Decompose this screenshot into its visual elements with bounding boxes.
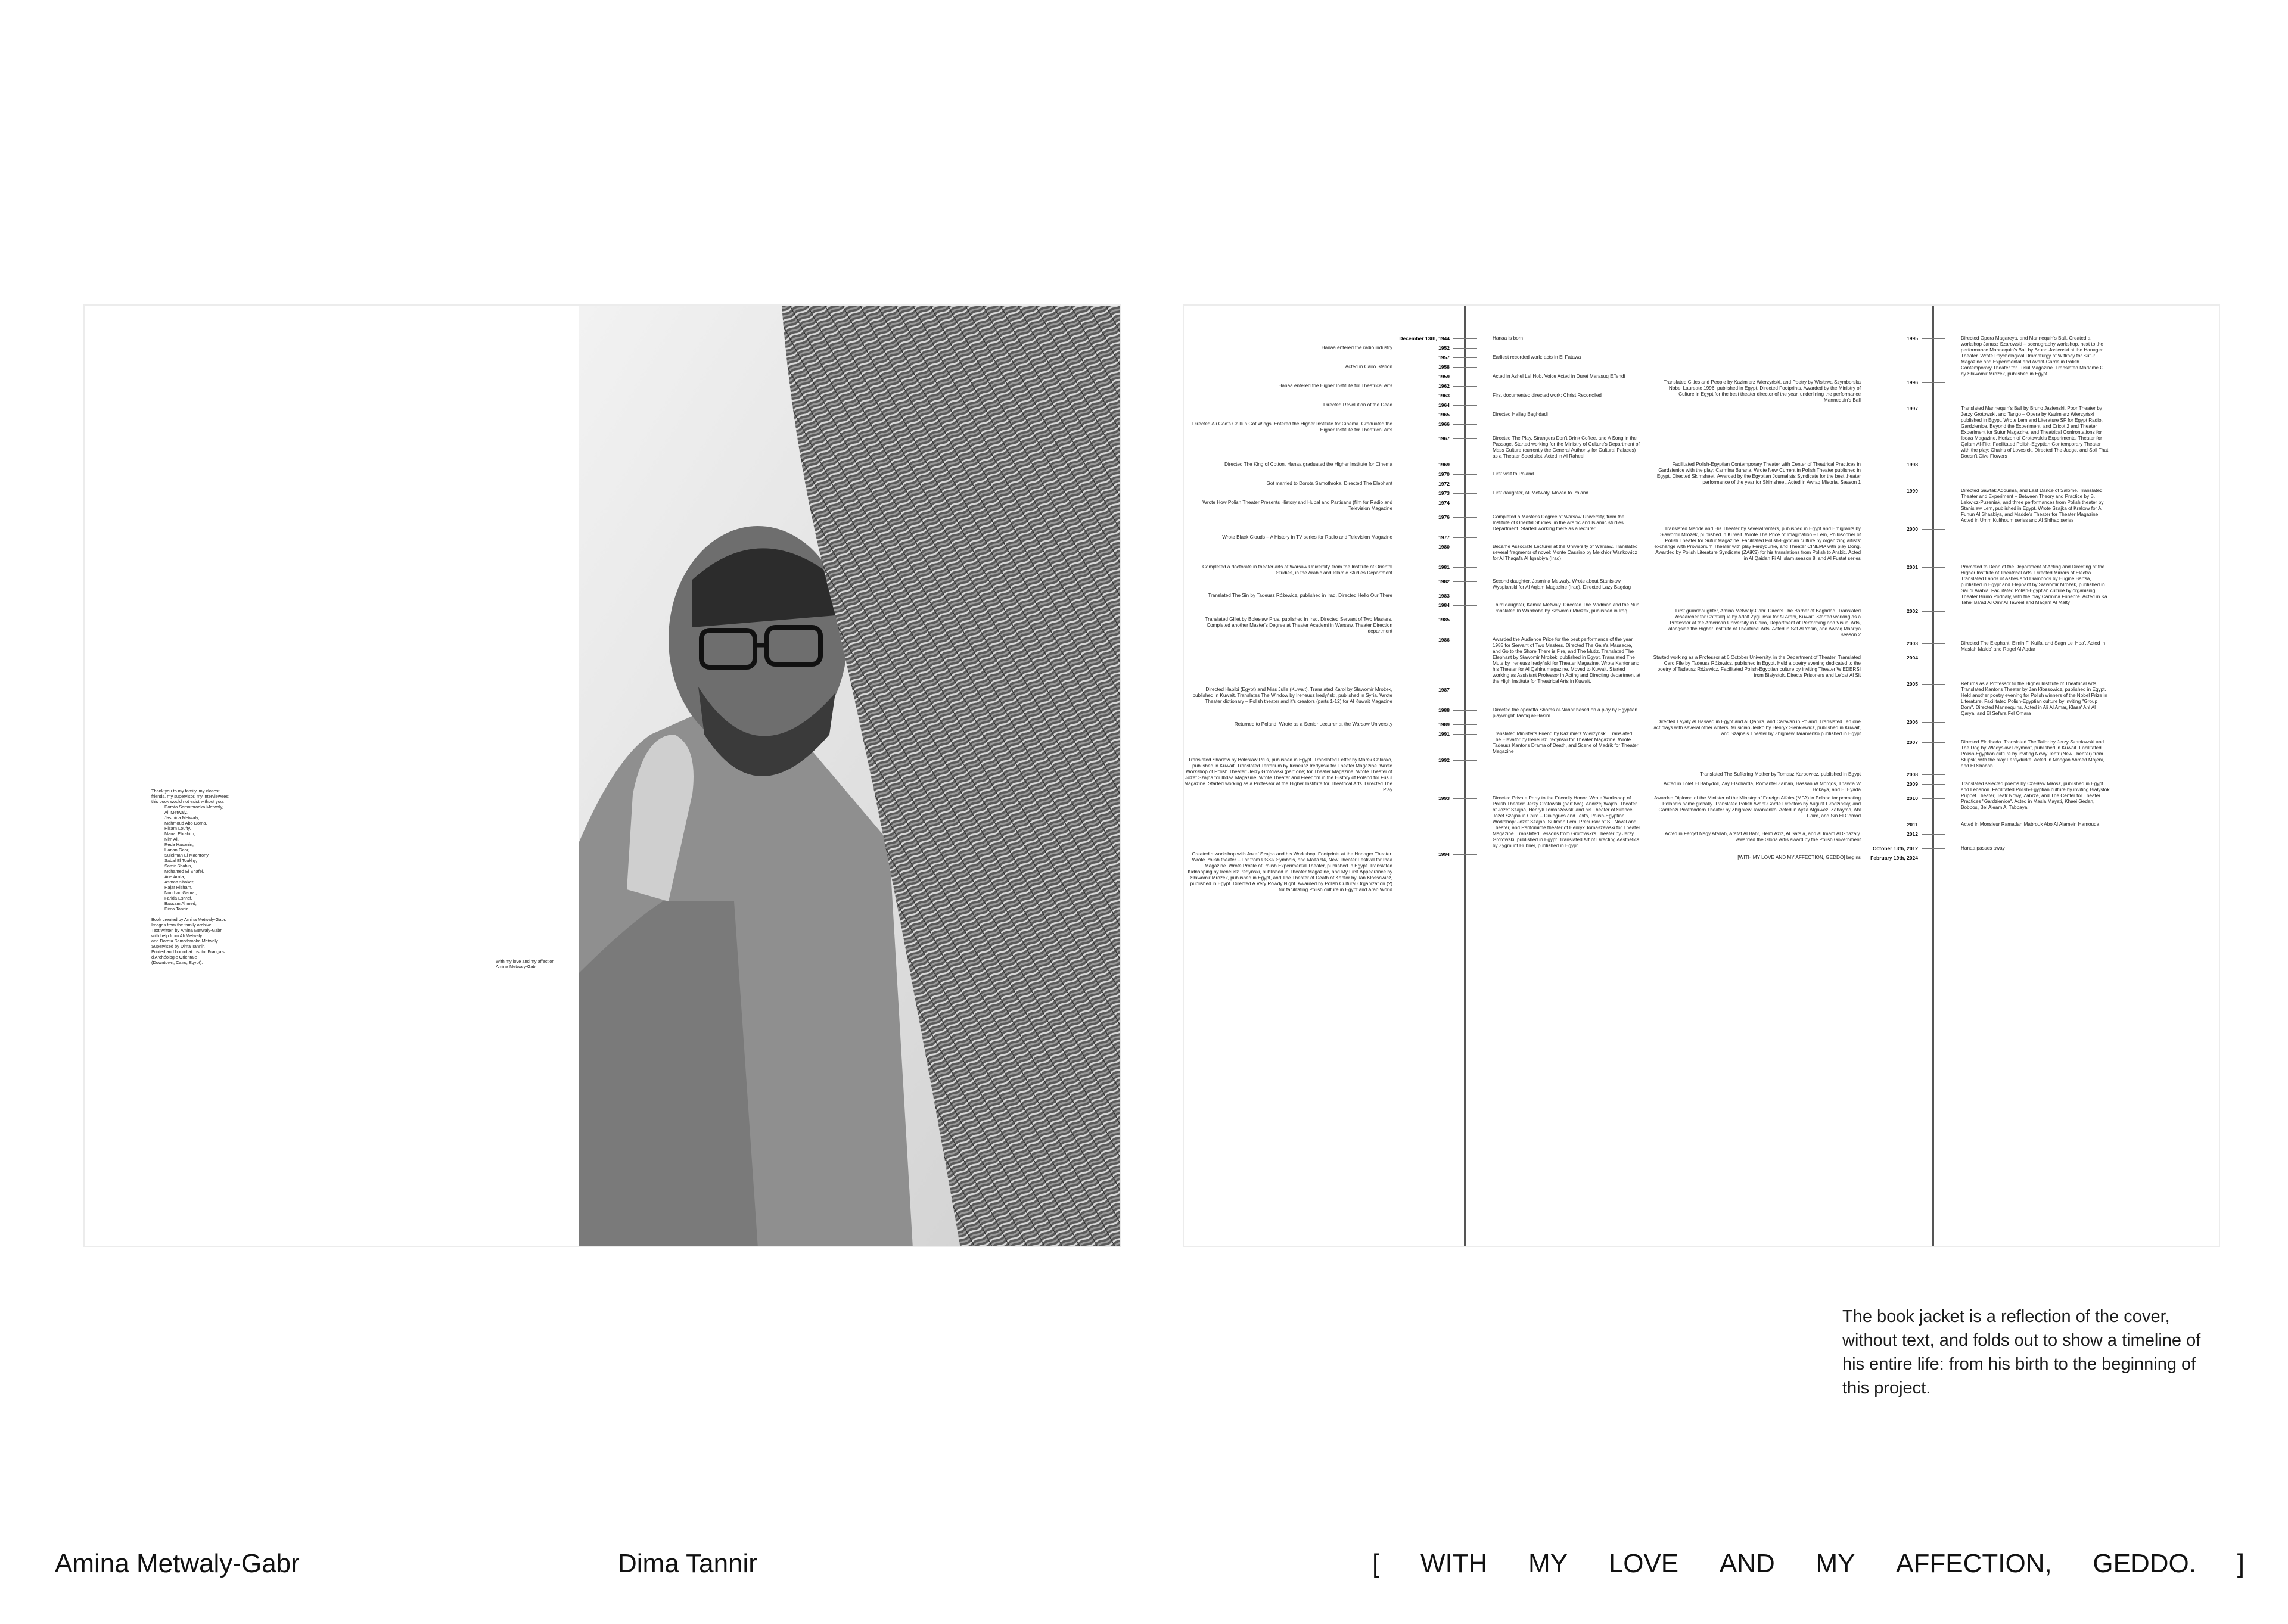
text-line: Bassam Ahmed, — [164, 901, 197, 906]
project-title — [1372, 1549, 2245, 1579]
timeline-entry — [1652, 526, 2212, 562]
timeline-year: 1972 — [1438, 481, 1450, 487]
text-line: Supervised by Dima Tannir. — [151, 944, 205, 949]
timeline-year: 1957 — [1438, 354, 1450, 360]
timeline-left-text: Translated Madde and His Theater by several writers, published in Egypt and Emigrants by Sławomir Mrożek, published in Kuwait. Wrote The Price of Imagination – Lem, Philosopher of Polish Theater for Sutur Magazine. Facilitated Polish-Egyptian culture by organizing artists' exchange with Provisorium Theater with play Ferdydurke, and Theater CINEMA with play Dong. Awarded by Polish Literature Syndicate (ZAiKS) for his translations from Polish to Arabic. Acted in Al Qaidah Fi Al Islam season 8, and Al Fustat series — [1654, 526, 1861, 561]
timeline-year: 1963 — [1438, 393, 1450, 399]
timeline-entry — [1652, 608, 2212, 638]
timeline-left-text: Acted in Ferqet Nagy Atallah, Arafat Al Bahr, Helm Aziz, Al Safaia, and Al Imam Al Ghazaly. Awarded the Gloria Artis award by the Polish Government — [1665, 831, 1861, 842]
timeline-right-text: Completed a Master's Degree at Warsaw University, from the Institute of Oriental Studies, in the Arabic and Islamic studies Department. Started working there as a lecturer — [1493, 514, 1625, 531]
timeline-right-text: Acted in Monsieur Ramadan Mabrouk Abo Al Alamein Hamouda — [1961, 822, 2100, 827]
timeline-year: October 13th, 2012 — [1872, 845, 1918, 851]
title-word: GEDDO. — [2093, 1549, 2196, 1578]
timeline-year: 1989 — [1438, 721, 1450, 727]
timeline-year: 1984 — [1438, 602, 1450, 608]
timeline-year: 1952 — [1438, 345, 1450, 351]
timeline-year: 1964 — [1438, 402, 1450, 408]
timeline-tick — [1453, 424, 1477, 425]
colophon-text — [151, 917, 288, 965]
timeline-entry — [1652, 822, 2212, 829]
timeline-tick — [1453, 734, 1477, 735]
timeline-spread — [1183, 304, 2220, 1247]
timeline-tick — [1453, 493, 1477, 494]
timeline-year: 2008 — [1907, 771, 1918, 777]
text-line: Samir Shahin, — [164, 863, 192, 869]
timeline-tick — [1922, 798, 1945, 799]
timeline-year: 2000 — [1907, 526, 1918, 532]
timeline-year: 1980 — [1438, 544, 1450, 550]
timeline-year: 1986 — [1438, 637, 1450, 643]
timeline-year: 2002 — [1907, 608, 1918, 614]
timeline-tick — [1453, 710, 1477, 711]
timeline-year: 1973 — [1438, 490, 1450, 496]
timeline-year: 2010 — [1907, 795, 1918, 801]
title-word: WITH — [1420, 1549, 1488, 1578]
timeline-entry — [1652, 795, 2212, 819]
timeline-left-text: Translated Cities and People by Kazimierz Wierzyński, and Poetry by Wisława Szymborska Nobel Laureate 1996, published in Egypt. Directed Footprints. Awarded by the Ministry of Culture in Egypt for the best theater director of the year, underlining the performance Mannequin's Ball — [1664, 379, 1861, 403]
timeline-year: 2005 — [1907, 681, 1918, 687]
timeline-right-text: Directed Private Party to the Friendly Honor. Wrote Workshop of Polish Theater: Jerzy Grotowski (part two), Andrzej Wajda, Theater of Jozef Szajna, Henryk Tomaszewski and his Theater of Silence, Jozef Szajna in Cairo – Dialogues and Texts, Polish-Egyptian Workshop: Jozef Szajna, Sulimán Lem, Precursor of SF Novel and Theater, and Pantomime theater of Henryk Tomaszewski for Theater Magazine. Translated Lessons from Grotowski's Theater by Jerzy Grotowski, published in Egypt. Translated Art of Directing Aesthetics by Zygmunt Hubner, published in Egypt. — [1493, 795, 1640, 848]
book-cover-spread — [83, 304, 1121, 1247]
timeline-tick — [1453, 348, 1477, 349]
text-line: Thank you to my family, my closest — [151, 788, 220, 794]
text-line: Asmaa Shaker, — [164, 879, 195, 885]
text-line: Hanan Gabr, — [164, 847, 189, 853]
timeline-left-text: Wrote Black Clouds – A History in TV series for Radio and Television Magazine — [1222, 534, 1392, 540]
timeline-right-text: Translated selected poems by Czesław Miłosz, published in Egypt and Lebanon. Facilitated Polish-Egyptian culture by inviting Białystok Puppet Theater, Teatr Nowy, Zabrze, and The Center for Theater Practices "Gardzienice". Acted in Masla Mayati, Khaei Gedan, Bobbos, Bel Aleam Al Tabbaya. — [1961, 781, 2110, 810]
timeline-left-text: Acted in Cairo Station — [1345, 364, 1392, 369]
text-line: Dima Tannir. — [164, 906, 189, 911]
text-line: Images from the family archive. — [151, 922, 213, 928]
text-line: Nourhan Gamal, — [164, 890, 197, 895]
timeline-entry — [1652, 462, 2212, 486]
timeline-right-text: Translated Minister's Friend by Kazimierz Wierzyński. Translated The Elevator by Ireneusz Iredyński for Theater Magazine. Wrote Tadeusz Kantor's Drama of Death, and Scene of Madrik for Theater Magazine — [1493, 731, 1639, 754]
timeline-entry — [1652, 335, 2212, 377]
timeline-tick — [1922, 567, 1945, 568]
timeline-tick — [1922, 338, 1945, 339]
text-line: Nim Ali, — [164, 836, 180, 842]
timeline-year: 1959 — [1438, 374, 1450, 379]
timeline-year: 2006 — [1907, 719, 1918, 725]
timeline-right-text: Became Associate Lecturer at the University of Warsaw. Translated several fragments of novel: Monte Cassino by Melchior Wankowicz for Al Thaqafa Al Iqnabiya (Iraq) — [1493, 544, 1638, 561]
timeline-right-text: Promoted to Dean of the Department of Acting and Directing at the Higher Institute of Theatrical Arts. Directed Mirrors of Electra. Translated Lands of Ashes and Diamonds by Eugine Bartsa, published in Egypt and Elephant by Sławomir Mrożek, published in Saudi Arabia. Facilitated Polish-Egyptian culture by organising Theater Bruno Podnaly, with the play Carmina Funebre. Acted in Ka Tahel Ba'ad Al Omr Al Taweel and Maqam Al Malty — [1961, 564, 2107, 605]
timeline-tick — [1453, 798, 1477, 799]
timeline-tick — [1922, 611, 1945, 612]
text-line: d'Archéologie Orientale — [151, 954, 197, 960]
timeline-right-text: Directed The Elephant, Elmin Fi Kuffa, and Sagn Lel Hoa'. Acted in Maslah Malob' and Ragel Al Aqdar — [1961, 640, 2106, 652]
timeline-entry — [1652, 771, 2212, 779]
timeline-entry — [1652, 681, 2212, 717]
text-line: friends, my supervisor, my interviewees; — [151, 794, 230, 799]
timeline-left-text: Directed Habibi (Egypt) and Miss Julie (Kuwait). Translated Karol by Sławomir Mrożek, published in Kuwait. Translates The Window by Ireneusz Iredyński, published in Syria. Wrote Theater dictionary – Polish theater and it's creators (parts 1-12) for Al Kuwait Magazine — [1192, 687, 1392, 704]
timeline-left-text: Hanaa entered the radio industry — [1321, 345, 1392, 350]
timeline-right-text: Directed Sawfak Addumia, and Last Dance of Salome. Translated Theater and Experiment – Between Theory and Practice by B. Lelovicz-Puzeniak, and three performances from Polish theater by Stanislaw Lem, published in Egypt. Wrote Szajka of Krakow for Al Funun Al Shaabiya, and Madde's Theater for Theater Magazine. Acted in Umm Kulthoum series and Al Shihab series — [1961, 488, 2104, 523]
timeline-tick — [1453, 338, 1477, 339]
timeline-year: December 13th, 1944 — [1399, 335, 1450, 341]
timeline-tick — [1453, 438, 1477, 439]
timeline-left-text: Translated Glilet by Bolesław Prus, published in Iraq. Directed Servant of Two Masters. Completed another Master's Degree at Theater Academi in Warsaw, Theater Direction department — [1205, 617, 1392, 634]
timeline-column-2 — [1652, 335, 2212, 864]
timeline-right-text: Awarded the Audience Prize for the best performance of the year 1985 for Servant of Two Masters. Directed The Gala's Massacre, and Go to the Shore There is Fire, and The Mutiz. Translated The Elephant by Sławomir Mrożek, published in Egypt. Translated The Mute by Ireneusz Iredyński for Theater Magazine. Wrote Kantor and his Theater for Al Qahira magazine. Moved to Kuwait. Started working as Assistant Professor in Acting and Directing department at the High Institute for Theatrical Arts in Kuwait. — [1493, 637, 1641, 684]
timeline-entry — [1652, 488, 2212, 524]
timeline-left-text: Directed Revolution of the Dead — [1323, 402, 1392, 407]
timeline-tick — [1453, 760, 1477, 761]
timeline-tick — [1922, 784, 1945, 785]
timeline-year: 1993 — [1438, 795, 1450, 801]
timeline-left-text: Translated Shadow by Bolesław Prus, published in Egypt. Translated Letter by Marek Chłasko, published in Kuwait. Translated Terrarium by Ireneusz Iredyński for Theater Magazine. Wrote Workshop of Polish Theater: Jerzy Grotowski (part one) for Theater Magazine. Wrote Theater of Jozef Szajna for Ibdaa Magazine. Wrote Theater and Freedom in the History of Poland for Fusul Magazine. Started working as a Professor at the Higher Institute for Theatrical Arts. Directed The Play — [1184, 757, 1392, 792]
timeline-left-text: Directed The King of Cotton. Hanaa graduated the Higher Institute for Cinema — [1224, 462, 1392, 467]
author-name: Amina Metwaly-Gabr — [55, 1549, 300, 1578]
timeline-right-text: Translated Mannequin's Ball by Bruno Jasienski, Poor Theater by Jerzy Grotowski, and Tango – Opera by Kazimierz Wierzyński published in Egypt. Wrote Lem and Literature SF for Egypt Radio, Gardzienice. Beyond the Experiment, and Cricot 2 and Theater Experiment for Sutur Magazine, and Theatrical Confrontations for Ibdaa Magazine, Horizon of Grotowski's Experimental Theater for Qalam Al-Fikr. Facilitated Polish-Egyptian Contemporary Theater with the play: Chains of Lovesick. Directed The Judge, and Soil That Doesn't Give Flowers — [1961, 406, 2109, 459]
timeline-entry — [1652, 831, 2212, 843]
timeline-right-text: Directed Elndbada. Translated The Tailor by Jerzy Szaniawski and The Dog by Władysław Reymont, published in Kuwait. Facilitated Polish-Egyptian culture by inviting Nowy Teatr (New Theater) from Słupsk, with the play Ferdydurke. Acted in Mongan Ahmed Mojeni, and El Shabah — [1961, 739, 2104, 769]
text-line: Suleiman El Machrony, — [164, 853, 210, 858]
timeline-year: 1970 — [1438, 471, 1450, 477]
timeline-year: 1998 — [1907, 462, 1918, 468]
timeline-left-text: Got married to Dorota Samothroka. Directed The Elephant — [1266, 481, 1392, 486]
timeline-left-text: Started working as a Professor at 6 October University, in the Department of Theater. Translated Card File by Tadeusz Różewicz, published in Egypt. Held a poetry evening dedicated to the poetry of Tadeusz Różewicz. Facilitated Polish-Egyptian culture by inviting Theater WIEDERSI from Białystok. Directs Prisoners and Le'bat Al Sit — [1653, 655, 1861, 678]
timeline-left-text: Wrote How Polish Theater Presents History and Hubal and Partisans (film for Radio and Television Magazine — [1202, 500, 1392, 511]
timeline-entry — [1652, 739, 2212, 769]
timeline-tick — [1453, 581, 1477, 582]
timeline-year: 1994 — [1438, 851, 1450, 857]
text-line: this book would not exist without you: — [151, 799, 225, 804]
timeline-entry — [1652, 379, 2212, 403]
timeline-left-text: Awarded Diploma of the Minister of the Ministry of Foreign Affairs (MFA) in Poland for promoting Poland's name globally. Translated Polish Avant-Garde Directors by August Grodzinsky, and Gardenzi Postmodern Theater by Zbigniew Taranienko. Acted in Ayza Atgawez, Zahayma, Ahl Cairo, and Sin El Gomod — [1654, 795, 1861, 819]
text-line: Sabal El Toukhy, — [164, 858, 197, 863]
caption-text: The book jacket is a reflection of the cover, without text, and folds out to show a timeline of his entire life: from his birth to the beginning of this project. — [1842, 1307, 2201, 1398]
title-word: ] — [2237, 1549, 2245, 1578]
timeline-tick — [1453, 567, 1477, 568]
text-line: Reda Hasanin, — [164, 842, 194, 847]
timeline-right-text: Hanaa is born — [1493, 335, 1523, 341]
timeline-year: 1988 — [1438, 707, 1450, 713]
timeline-year: 2009 — [1907, 781, 1918, 787]
timeline-left-text: Hanaa entered the Higher Institute for Theatrical Arts — [1278, 383, 1392, 388]
timeline-year: 1974 — [1438, 500, 1450, 506]
text-line: Mahmoud Abo Doma, — [164, 820, 207, 826]
timeline-year: 1962 — [1438, 383, 1450, 389]
timeline-year: 1987 — [1438, 687, 1450, 693]
text-line: Ali Metwaly, — [164, 810, 188, 815]
timeline-year: 1967 — [1438, 435, 1450, 441]
timeline-tick — [1453, 537, 1477, 538]
timeline-tick — [1453, 854, 1477, 855]
text-line: Hisam Loufty, — [164, 826, 191, 831]
title-word: LOVE — [1608, 1549, 1679, 1578]
timeline-tick — [1922, 643, 1945, 644]
timeline-right-text: Acted in Ashel Lel Hob. Voice Acted in Duret Marasuq Effendi — [1493, 374, 1625, 379]
title-word: AND — [1719, 1549, 1775, 1578]
timeline-right-text: Directed Hallag Baghdadi — [1493, 412, 1548, 417]
timeline-left-text: [WITH MY LOVE AND MY AFFECTION, GEDDO] begins — [1737, 855, 1861, 860]
text-line: Text written by Amina Metwaly-Gabr, — [151, 928, 223, 933]
text-line: Hajar Hisham, — [164, 885, 192, 890]
timeline-left-text: Completed a doctorate in theater arts at Warsaw University, from the Institute of Oriental Studies, in the Arabic and Islamic Studies Department — [1202, 564, 1392, 575]
timeline-left-text: Directed Ali God's Chillun Got Wings. Entered the Higher Institute for Cinema. Graduated the Higher Institute for Theatrical Arts — [1192, 421, 1392, 433]
timeline-year: 1966 — [1438, 421, 1450, 427]
timeline-year: 2004 — [1907, 655, 1918, 661]
timeline-year: February 19th, 2024 — [1870, 855, 1918, 861]
timeline-right-text: Directed Opera Magareya, and Mannequin's Ball. Created a workshop Janusz Szarowski – scenography workshop, next to the performance Mannequin's Ball by Bruno Jasienski at the Hanager Theater. Wrote Psychological Dramaturgy of Witkacy for Sutur Magazine and Experimental and Avant-Garde in Polish Contemporary Theater for Fusul Magazine. Translated Madame C by Sławomir Mrożek, published in Egypt — [1961, 335, 2104, 377]
timeline-tick — [1922, 834, 1945, 835]
text-line: and Dorota Samothrooka Metwaly. — [151, 938, 219, 944]
timeline-tick — [1453, 367, 1477, 368]
timeline-tick — [1453, 357, 1477, 358]
text-line: Farida Eshraf, — [164, 895, 192, 901]
timeline-year: 1991 — [1438, 731, 1450, 737]
text-line: with help from Ali Metwaly — [151, 933, 203, 938]
timeline-year: 2007 — [1907, 739, 1918, 745]
text-line: Jasmina Metwaly, — [164, 815, 200, 820]
timeline-entry — [1652, 640, 2212, 652]
text-line: Mohamed El Shafei, — [164, 869, 204, 874]
text-line: Manal Ebrahim, — [164, 831, 195, 836]
timeline-year: 1958 — [1438, 364, 1450, 370]
title-word: AFFECTION, — [1896, 1549, 2052, 1578]
timeline-tick — [1453, 517, 1477, 518]
timeline-year: 1999 — [1907, 488, 1918, 494]
timeline-year: 1985 — [1438, 617, 1450, 623]
timeline-year: 1996 — [1907, 379, 1918, 385]
cover-photo — [579, 306, 1121, 1247]
timeline-entry — [1652, 719, 2212, 737]
acknowledgements-text — [151, 788, 288, 965]
timeline-tick — [1453, 474, 1477, 475]
timeline-entry — [1652, 655, 2212, 679]
timeline-tick — [1922, 848, 1945, 849]
timeline-entry — [1652, 564, 2212, 606]
timeline-year: 2001 — [1907, 564, 1918, 570]
timeline-year: 1981 — [1438, 564, 1450, 570]
title-word: MY — [1528, 1549, 1568, 1578]
text-line: Book created by Amina Metwaly-Gabr. — [151, 917, 226, 922]
timeline-tick — [1922, 529, 1945, 530]
timeline-right-text: Third daughter, Kamila Metwaly. Directed The Madman and the Nun. Translated In Wardrobe by Sławomir Mrożek, published in Iraq — [1493, 602, 1641, 614]
timeline-left-text: Returned to Poland. Wrote as a Senior Lecturer at the Warsaw University — [1234, 721, 1392, 727]
timeline-left-text: Created a workshop with Jozef Szajna and his Workshop: Footprints at the Hanager Theater. Wrote Polish theater – Far from USSR Symbols, and Malta 94, New Theater Festival for Ibaa Magazine. Wrote Profile of Polish Experimental Theater, published in Egypt. Translated Kidnapping by Ireneusz Iredyński, published in Theater Magazine, and My First Appearance by Sławomir Mrożek, published in Egypt, and The Theater of Death of Kantor by Jan Kłossowicz, published in Egypt. Directed A Very Rowdy Night. Awarded by Polish Cultural Organization (?) for facilitating Polish culture in Egypt and Arab World — [1187, 851, 1392, 892]
signoff-text — [496, 959, 556, 969]
timeline-right-text: First daughter, Ali Metwaly. Moved to Poland — [1493, 490, 1588, 496]
timeline-tick — [1922, 684, 1945, 685]
signoff-line: Amina Metwaly-Gabr. — [496, 964, 538, 969]
timeline-left-text: Translated The Sin by Tadeusz Różewicz, published in Iraq. Directed Hello Our There — [1208, 593, 1392, 598]
timeline-right-text: Returns as a Professor to the Higher Institute of Theatrical Arts. Translated Kantor's Theater by Jan Kłossowicz, published in Egypt. Held another poetry evening for Polish winners of the Nobel Prize in Literature. Facilitated Polish-Egyptian culture by inviting "Group Dom". Directed Mannequins. Acted in Ali Al Amar, Klasa' Ahl Al Qarya, and El Sefara Fel Omara — [1961, 681, 2107, 716]
timeline-year: 1965 — [1438, 412, 1450, 418]
signoff-line: With my love and my affection, — [496, 959, 556, 964]
timeline-tick — [1453, 386, 1477, 387]
timeline-year: 1997 — [1907, 406, 1918, 412]
timeline-year: 1992 — [1438, 757, 1450, 763]
timeline-tick — [1922, 774, 1945, 775]
timeline-right-text: Directed The Play, Strangers Don't Drink Coffee, and A Song in the Passage. Started working for the Ministry of Culture's Department of Mass Culture (currently the General Authority for Cultural Palaces) as a Theater Specialist. Acted in Al Raheel — [1493, 435, 1640, 459]
timeline-year: 2003 — [1907, 640, 1918, 646]
timeline-entry — [1652, 845, 2212, 853]
timeline-year: 2012 — [1907, 831, 1918, 837]
timeline-left-text: Acted in Lolet El Babydoll, Zay Elsoharda, Romantel Zaman, Hassan W Morqos, Thawra W Hokaya, and El Eyada — [1663, 781, 1861, 792]
timeline-right-text: Second daughter, Jasmina Metwaly. Wrote about Stanislaw Wyspianski for Al Aqlam Magazine (Iraq). Directed Lazy Bagdag — [1493, 578, 1631, 590]
timeline-entry — [1652, 855, 2212, 862]
timeline-tick — [1453, 605, 1477, 606]
timeline-right-text: Hanaa passes away — [1961, 845, 2005, 851]
timeline-left-text: Translated The Suffering Mother by Tomasz Karpowicz, published in Egypt — [1699, 771, 1861, 777]
timeline-left-text: Directed Layaly Al Hasaad in Egypt and Al Qahira, and Caravan in Poland. Translated Ten one act plays with several other writers, Musician Jenko by Henryk Sienkiewicz, published in Kuwait, and Szajna's Theater by Zbigniew Taranienko published in Egypt — [1653, 719, 1861, 736]
timeline-entry — [1652, 406, 2212, 459]
designer-name: Dima Tannir — [618, 1549, 757, 1578]
text-line: Dorota Samothrooka Metwaly, — [164, 804, 223, 810]
thanks-list — [151, 788, 288, 911]
timeline-right-text: Directed the operetta Shams al-Nahar based on a play by Egyptian playwright Tawfiq al-Hakim — [1493, 707, 1638, 718]
timeline-year: 1976 — [1438, 514, 1450, 520]
text-line: Ane Arafa, — [164, 874, 185, 879]
timeline-tick — [1453, 724, 1477, 725]
timeline-tick — [1922, 722, 1945, 723]
timeline-right-text: Earliest recorded work: acts in El Fatawa — [1493, 354, 1581, 360]
timeline-year: 2011 — [1907, 822, 1918, 827]
timeline-left-text: First granddaughter, Amina Metwaly-Gabr. Directs The Barber of Baghdad. Translated Researcher for Catafalque by Adolf Zyguinski for Al Arabi, Kuwait. Started working as a Professor at the American University in Cairo, Department of Performing and Visual Arts, alongside the Higher Institute of Theatrical Arts. Acted in Sef Al Yasin, and Awraq Masriya season 2 — [1668, 608, 1861, 637]
timeline-tick — [1453, 405, 1477, 406]
title-word: MY — [1816, 1549, 1855, 1578]
timeline-tick — [1922, 742, 1945, 743]
text-line: Printed and bound at Institut Français — [151, 949, 225, 954]
timeline-year: 1983 — [1438, 593, 1450, 599]
timeline-year: 1982 — [1438, 578, 1450, 584]
timeline-right-text: First documented directed work: Christ Reconciled — [1493, 393, 1602, 398]
timeline-year: 1969 — [1438, 462, 1450, 468]
portrait-illustration — [579, 306, 1121, 1247]
title-word: [ — [1372, 1549, 1380, 1578]
timeline-year: 1977 — [1438, 534, 1450, 540]
timeline-tick — [1922, 382, 1945, 383]
timeline-right-text: First visit to Poland — [1493, 471, 1534, 477]
timeline-left-text: Facilitated Polish-Egyptian Contemporary Theater with Center of Theatrical Practices in Gardzienice with the play: Carmina Burana. Wrote New Current in Polish Theater published in Egypt. Directed Skimsheet. Awarded by the Egyptian Journalists Syndicate for the best theater performance of the year for Skimsheet. Acted in Awraq Misoria, Season 1 — [1656, 462, 1861, 485]
timeline-year: 1995 — [1907, 335, 1918, 341]
text-line: (Downtown, Cairo, Egypt). — [151, 960, 203, 965]
